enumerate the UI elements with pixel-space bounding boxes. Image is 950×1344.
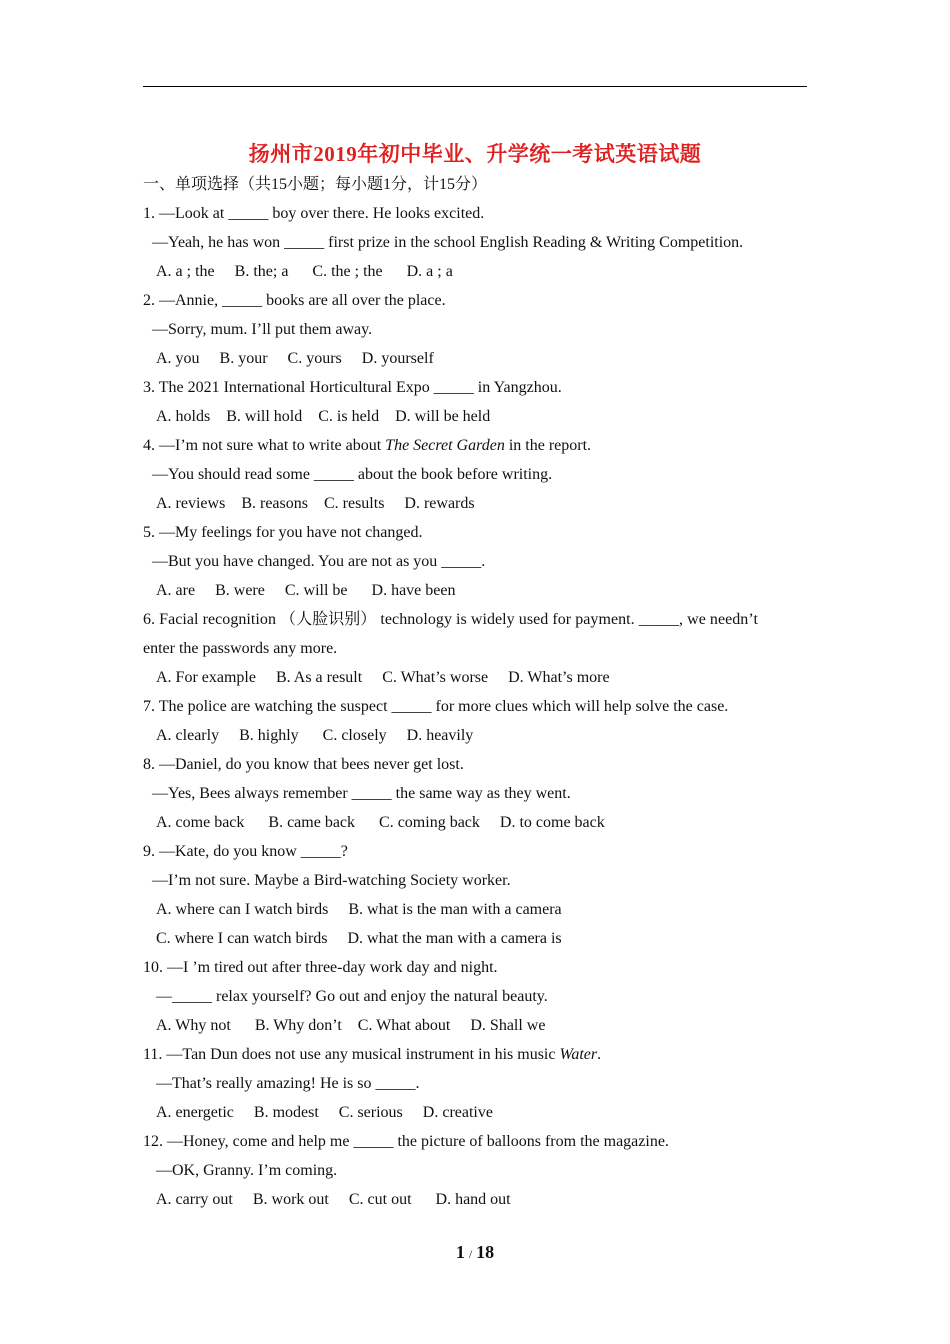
dialogue-line: —Yeah, he has won _____ first prize in the school English Reading & Writing Competition.: [152, 234, 744, 251]
question-line: 3. The 2021 International Horticultural Expo _____ in Yangzhou.: [143, 379, 562, 396]
question-line: 1. —Look at _____ boy over there. He looks excited.: [143, 205, 485, 222]
section-heading: 一、单项选择（共15小题；每小题1分，计15分）: [143, 176, 488, 193]
question-line: 5. —My feelings for you have not changed.: [143, 524, 423, 541]
question-text: 11. —Tan Dun does not use any musical instrument in his music: [143, 1046, 560, 1063]
options-line: A. For example B. As a result C. What’s worse D. What’s more: [156, 669, 610, 686]
dialogue-line: —OK, Granny. I’m coming.: [156, 1162, 338, 1179]
question-line: [143, 431, 807, 460]
page-title: 扬州市2019年初中毕业、升学统一考试英语试题: [248, 142, 702, 166]
options-line: A. you B. your C. yours D. yourself: [156, 350, 434, 367]
question-text: .: [597, 1046, 602, 1063]
options-line: A. come back B. came back C. coming back D. to come back: [156, 814, 605, 831]
options-line: A. holds B. will hold C. is held D. will be held: [156, 408, 491, 425]
question-line: 6. Facial recognition （人脸识别） technology is widely used for payment. _____, we needn’t: [143, 611, 758, 628]
dialogue-line: —But you have changed. You are not as you _____.: [152, 553, 486, 570]
question-text: 4. —I’m not sure what to write about: [143, 437, 386, 454]
dialogue-line: —Yes, Bees always remember _____ the same way as they went.: [152, 785, 571, 802]
dialogue-line: —That’s really amazing! He is so _____.: [156, 1075, 420, 1092]
question-line: 10. —I ’m tired out after three-day work day and night.: [143, 959, 498, 976]
options-line: A. energetic B. modest C. serious D. creative: [156, 1104, 493, 1121]
question-line: 8. —Daniel, do you know that bees never get lost.: [143, 756, 464, 773]
options-line: A. reviews B. reasons C. results D. rewards: [156, 495, 475, 512]
total-pages: 18: [476, 1242, 495, 1262]
options-line: A. are B. were C. will be D. have been: [156, 582, 456, 599]
question-line: [143, 1040, 807, 1069]
dialogue-line: —_____ relax yourself? Go out and enjoy the natural beauty.: [156, 988, 548, 1005]
header-rule: [143, 86, 807, 87]
options-line: A. Why not B. Why don’t C. What about D. Shall we: [156, 1017, 546, 1034]
question-text: in the report.: [504, 437, 592, 454]
dialogue-line: —You should read some _____ about the book before writing.: [152, 466, 553, 483]
options-line: A. where can I watch birds B. what is the man with a camera: [156, 901, 562, 918]
book-title: The Secret Garden: [385, 437, 505, 454]
dialogue-line: —Sorry, mum. I’ll put them away.: [152, 321, 373, 338]
options-line: A. carry out B. work out C. cut out D. hand out: [156, 1191, 511, 1208]
question-line: 7. The police are watching the suspect _____ for more clues which will help solve the case.: [143, 698, 729, 715]
options-line: A. a ; the B. the; a C. the ; the D. a ; a: [156, 263, 453, 280]
music-title: Water: [559, 1046, 598, 1063]
current-page: 1: [455, 1242, 465, 1262]
page-number: [0, 1242, 950, 1263]
question-line: 9. —Kate, do you know _____?: [143, 843, 348, 860]
document-body: [143, 170, 807, 1214]
page-separator: /: [468, 1247, 473, 1261]
question-line: 2. —Annie, _____ books are all over the place.: [143, 292, 446, 309]
options-line: C. where I can watch birds D. what the man with a camera is: [156, 930, 562, 947]
dialogue-line: —I’m not sure. Maybe a Bird-watching Society worker.: [152, 872, 511, 889]
options-line: A. clearly B. highly C. closely D. heavily: [156, 727, 474, 744]
question-line-continued: enter the passwords any more.: [143, 640, 338, 657]
question-line: 12. —Honey, come and help me _____ the picture of balloons from the magazine.: [143, 1133, 669, 1150]
